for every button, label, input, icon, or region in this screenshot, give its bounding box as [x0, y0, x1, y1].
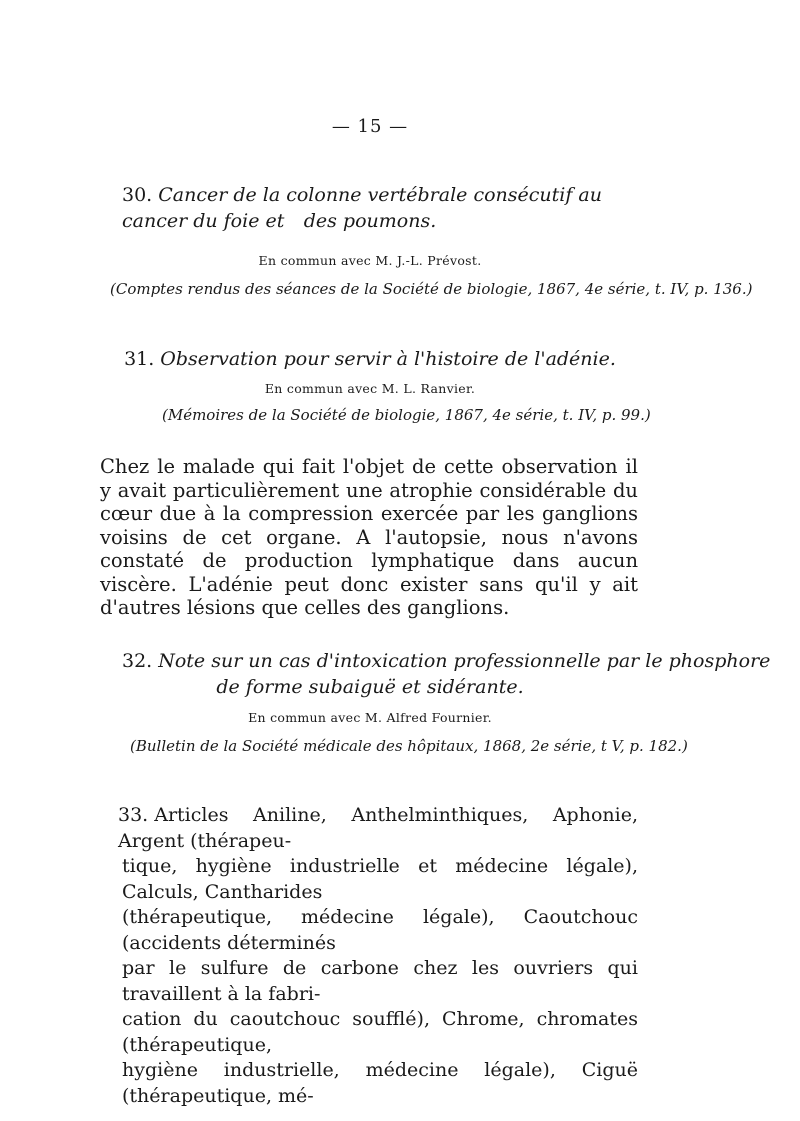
entry-32-title-line1: Note sur un cas d'intoxication professionnelle par le phosphore — [158, 650, 771, 672]
entry-33-line-2: tique, hygiène industrielle et médecine légale), Calculs, Cantharides — [122, 855, 638, 903]
entry-30-title-line2: des poumons. — [303, 210, 437, 232]
entry-33-line-1: Articles Aniline, Anthelminthiques, Aphonie, Argent (thérapeu- — [118, 804, 638, 852]
entry-33-text — [118, 803, 638, 1109]
entry-33-line-6: hygiène industrielle, médecine légale), Ciguë (thérapeutique, mé- — [122, 1059, 638, 1107]
entry-31-paragraph: Chez le malade qui fait l'objet de cette observation il y avait particulièrement une atrophie considérable du cœur due à la compression exercée par les ganglions voisins de cet organe. A l'autopsie, nous n'avons constaté de production lymphatique dans aucun viscère. L'adénie peut donc exister sans qu'il y ait d'autres lésions que celles des ganglions. — [100, 455, 638, 619]
entry-30-collab: En commun avec M. J.-L. Prévost. — [258, 253, 482, 268]
entry-32-collab: En commun avec M. Alfred Fournier. — [248, 710, 492, 725]
entry-33-line-4: par le sulfure de carbone chez les ouvriers qui travaillent à la fabri- — [122, 957, 638, 1005]
entry-30-number: 30. — [122, 184, 153, 206]
entry-30-reference: (Comptes rendus des séances de la Société de biologie, 1867, 4e série, t. IV, p. 136.) — [110, 280, 753, 298]
entry-31-reference: (Mémoires de la Société de biologie, 1867, 4e série, t. IV, p. 99.) — [162, 406, 651, 424]
entry-31-number: 31. — [124, 348, 155, 370]
entry-33-line-5: cation du caoutchouc soufflé), Chrome, chromates (thérapeutique, — [122, 1008, 638, 1056]
entry-31-title-text: Observation pour servir à l'histoire de l'adénie. — [160, 348, 616, 370]
entry-31-collab: En commun avec M. L. Ranvier. — [264, 381, 476, 396]
entry-33-line — [118, 803, 638, 854]
page-number: — 15 — — [331, 116, 409, 137]
entry-32-number: 32. — [122, 650, 153, 672]
entry-31-title — [0, 346, 740, 372]
entry-30-title-line1: Cancer de la colonne vertébrale consécutif au cancer du foie et — [122, 184, 602, 232]
entry-32-title-line2: de forme subaiguë et sidérante. — [216, 676, 524, 698]
entry-32-reference: (Bulletin de la Société médicale des hôpitaux, 1868, 2e série, t V, p. 182.) — [130, 737, 688, 755]
entry-33-number: 33. — [118, 804, 149, 826]
entry-33-line-3: (thérapeutique, médecine légale), Caoutchouc (accidents déterminés — [122, 906, 638, 954]
entry-32-title — [122, 648, 771, 674]
